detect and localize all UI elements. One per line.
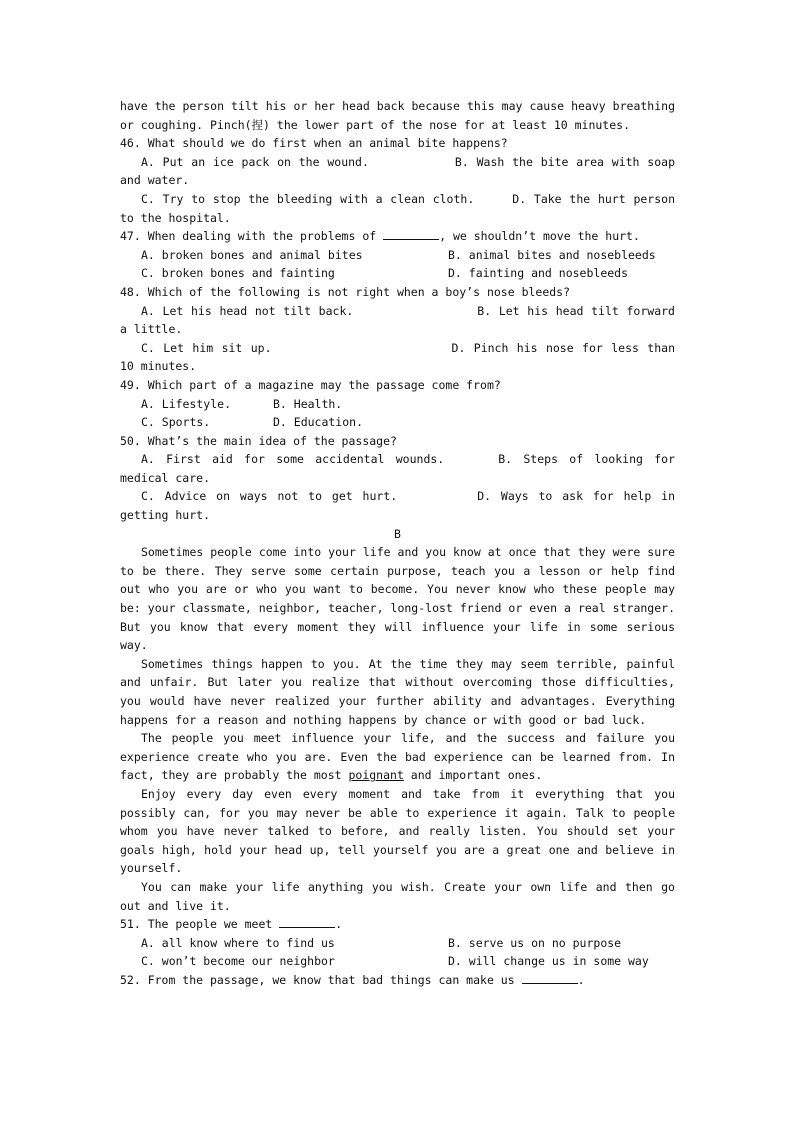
question-48-options-ab bbox=[120, 302, 675, 339]
option-51-d[interactable]: D. will change us in some way bbox=[448, 954, 649, 969]
underlined-word-poignant: poignant bbox=[348, 768, 404, 783]
option-47-a[interactable]: A. broken bones and animal bites bbox=[141, 247, 363, 262]
option-46-a[interactable]: A. Put an ice pack on the wound. bbox=[141, 154, 369, 169]
option-46-b[interactable]: B. Wash the bite area with soap and water. bbox=[120, 154, 675, 188]
option-49-c[interactable]: C. Sports. bbox=[141, 415, 211, 430]
option-47-d[interactable]: D. fainting and nosebleeds bbox=[448, 266, 629, 281]
question-46-options-cd bbox=[120, 190, 675, 227]
question-48-options-cd bbox=[120, 339, 675, 376]
option-50-a[interactable]: A. First aid for some accidental wounds. bbox=[141, 452, 445, 467]
intro-paragraph: have the person tilt his or her head back because this may cause heavy breathing or coughing. Pinch(捏) the lower part of the nose for at least 10 minutes. bbox=[120, 99, 675, 132]
question-47-row-ab bbox=[120, 246, 675, 265]
question-50-options-ab bbox=[120, 450, 675, 487]
question-47-stem: 47. When dealing with the problems of , we shouldn’t move the hurt. bbox=[120, 229, 640, 244]
option-49-b[interactable]: B. Health. bbox=[273, 396, 343, 411]
option-48-c[interactable]: C. Let him sit up. bbox=[141, 340, 272, 355]
question-51-row-cd bbox=[120, 952, 675, 971]
option-49-d[interactable]: D. Education. bbox=[273, 415, 364, 430]
passage-b-paragraph-5: You can make your life anything you wish. Create your own life and then go out and live it. bbox=[120, 879, 675, 913]
option-51-b[interactable]: B. serve us on no purpose bbox=[448, 935, 622, 950]
question-48-stem: 48. Which of the following is not right when a boy’s nose bleeds? bbox=[120, 284, 571, 299]
answer-blank-47[interactable] bbox=[383, 227, 439, 240]
option-51-a[interactable]: A. all know where to find us bbox=[141, 935, 335, 950]
option-47-c[interactable]: C. broken bones and fainting bbox=[141, 266, 335, 281]
question-46-options-ab bbox=[120, 153, 675, 190]
section-b-heading: B bbox=[394, 526, 401, 541]
option-47-b[interactable]: B. animal bites and nosebleeds bbox=[448, 247, 656, 262]
passage-b-paragraph-1: Sometimes people come into your life and you know at once that they were sure to be there. They serve some certain purpose, teach you a lesson or help find out who you are or who you want to become. You never know who these people may be: your classmate, neighbor, teacher, long-lost friend or even a real stranger. But you know that every moment they will influence your life in some serious way. bbox=[120, 545, 675, 653]
question-47-row-cd bbox=[120, 264, 675, 283]
question-49-row-cd bbox=[120, 413, 675, 432]
option-48-d[interactable]: D. Pinch his nose for less than 10 minutes. bbox=[120, 340, 676, 374]
question-51-row-ab bbox=[120, 934, 675, 953]
option-48-a[interactable]: A. Let his head not tilt back. bbox=[141, 303, 354, 318]
question-49-stem: 49. Which part of a magazine may the passage come from? bbox=[120, 377, 501, 392]
question-51-stem: 51. The people we meet . bbox=[120, 917, 343, 932]
passage-b-paragraph-4: Enjoy every day even every moment and take from it everything that you possibly can, for you may never be able to experience it again. Talk to people whom you have never talked to before, and really listen. You should set your goals high, hold your head up, tell yourself you are a great one and believe in yourself. bbox=[120, 786, 675, 876]
passage-b-paragraph-2: Sometimes things happen to you. At the time they may seem terrible, painful and unfair. But later you realize that without overcoming those difficulties, you would have never realized your further ability and advantages. Everything happens for a reason and nothing happens by chance or with good or bad luck. bbox=[120, 656, 675, 727]
option-50-d[interactable]: D. Ways to ask for help in getting hurt. bbox=[120, 489, 676, 523]
option-50-c[interactable]: C. Advice on ways not to get hurt. bbox=[141, 489, 398, 504]
option-50-b[interactable]: B. Steps of looking for medical care. bbox=[120, 452, 675, 485]
question-49-row-ab bbox=[120, 395, 675, 414]
question-52-stem: 52. From the passage, we know that bad things can make us . bbox=[120, 972, 585, 987]
answer-blank-51[interactable] bbox=[279, 915, 335, 928]
answer-blank-52[interactable] bbox=[522, 971, 578, 984]
option-51-c[interactable]: C. won’t become our neighbor bbox=[141, 954, 335, 969]
document-page bbox=[120, 97, 675, 990]
question-46-stem: 46. What should we do first when an animal bite happens? bbox=[120, 136, 508, 151]
question-50-stem: 50. What’s the main idea of the passage? bbox=[120, 433, 397, 448]
option-49-a[interactable]: A. Lifestyle. bbox=[141, 396, 232, 411]
option-46-d[interactable]: D. Take the hurt person to the hospital. bbox=[120, 191, 675, 225]
question-50-options-cd bbox=[120, 487, 675, 524]
option-46-c[interactable]: C. Try to stop the bleeding with a clean cloth. bbox=[141, 191, 475, 206]
option-48-b[interactable]: B. Let his head tilt forward a little. bbox=[120, 303, 675, 337]
passage-b-paragraph-3: The people you meet influence your life, and the success and failure you experience create who you are. Even the bad experience can be learned from. In fact, they are probably the most poignant and important ones. bbox=[120, 731, 675, 783]
